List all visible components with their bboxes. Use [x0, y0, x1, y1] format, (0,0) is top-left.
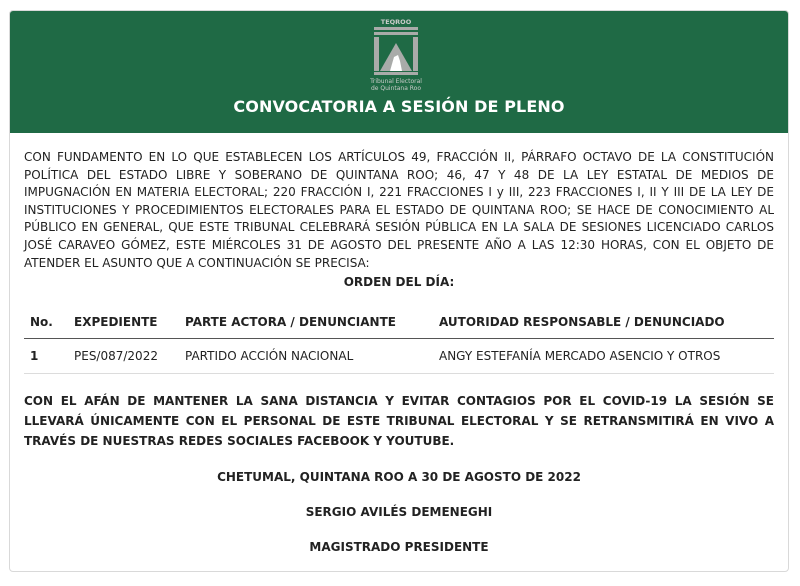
table-header-row — [24, 309, 774, 339]
intro-paragraph: CON FUNDAMENTO EN LO QUE ESTABLECEN LOS ARTÍCULOS 49, FRACCIÓN II, PÁRRAFO OCTAVO DE LA CONSTITUCIÓN POLÍTICA DEL ESTADO LIBRE Y SOBERANO DE QUINTANA ROO; 46, 47 Y 48 DE LA LEY ESTATAL DE MEDIOS DE IMPUGNACIÓN EN MATERIA ELECTORAL; 220 FRACCIÓN I, 221 FRACCIONES I y III, 223 FRACCIONES I, II Y III DE LA LEY DE INSTITUCIONES Y PROCEDIMIENTOS ELECTORALES PARA EL ESTADO DE QUINTANA ROO; SE HACE DE CONOCIMIENTO AL PÚBLICO EN GENERAL, QUE ESTE TRIBUNAL CELEBRARÁ SESIÓN PÚBLICA EN LA SALA DE SESIONES LICENCIADO CARLOS JOSÉ CARAVEO GÓMEZ, ESTE MIÉRCOLES 31 DE AGOSTO DEL PRESENTE AÑO A LAS 12:30 HORAS, CON EL OBJETO DE ATENDER EL ASUNTO QUE A CONTINUACIÓN SE PRECISA: — [24, 150, 774, 270]
logo-text-bottom-2: de Quintana Roo — [370, 85, 422, 92]
teqroo-logo-icon — [362, 17, 430, 95]
column-header-no: No. — [24, 309, 74, 339]
column-header-parte-actora: PARTE ACTORA / DENUNCIANTE — [185, 309, 439, 339]
cell-expediente: PES/087/2022 — [74, 339, 185, 374]
table-row — [24, 339, 774, 374]
column-header-expediente: EXPEDIENTE — [74, 309, 185, 339]
covid-note: CON EL AFÁN DE MANTENER LA SANA DISTANCIA Y EVITAR CONTAGIOS POR EL COVID-19 LA SESIÓN SE LLEVARÁ ÚNICAMENTE CON EL PERSONAL DE ESTE TRIBUNAL ELECTORAL Y SE RETRANSMITIRÁ EN VIVO A TRAVÉS DE NUESTRAS REDES SOCIALES FACEBOOK Y YOUTUBE. — [24, 394, 774, 448]
logo-text-bottom-1: Tribunal Electoral — [370, 78, 422, 85]
cell-no: 1 — [24, 339, 74, 374]
cell-parte-actora: PARTIDO ACCIÓN NACIONAL — [185, 339, 439, 374]
agenda-table — [24, 309, 774, 374]
orden-del-dia-heading: ORDEN DEL DÍA: — [343, 275, 455, 289]
page-title: CONVOCATORIA A SESIÓN DE PLENO — [233, 97, 565, 116]
column-header-autoridad: AUTORIDAD RESPONSABLE / DENUNCIADO — [439, 309, 774, 339]
cell-autoridad: ANGY ESTEFANÍA MERCADO ASENCIO Y OTROS — [439, 339, 774, 374]
place-date: CHETUMAL, QUINTANA ROO A 30 DE AGOSTO DE 2022 — [217, 470, 581, 484]
logo-text-top: TEQROO — [380, 18, 412, 26]
signer-name: SERGIO AVILÉS DEMENEGHI — [305, 505, 493, 519]
header-banner — [10, 11, 788, 133]
signer-role: MAGISTRADO PRESIDENTE — [309, 540, 489, 554]
convocatoria-card — [9, 10, 789, 572]
